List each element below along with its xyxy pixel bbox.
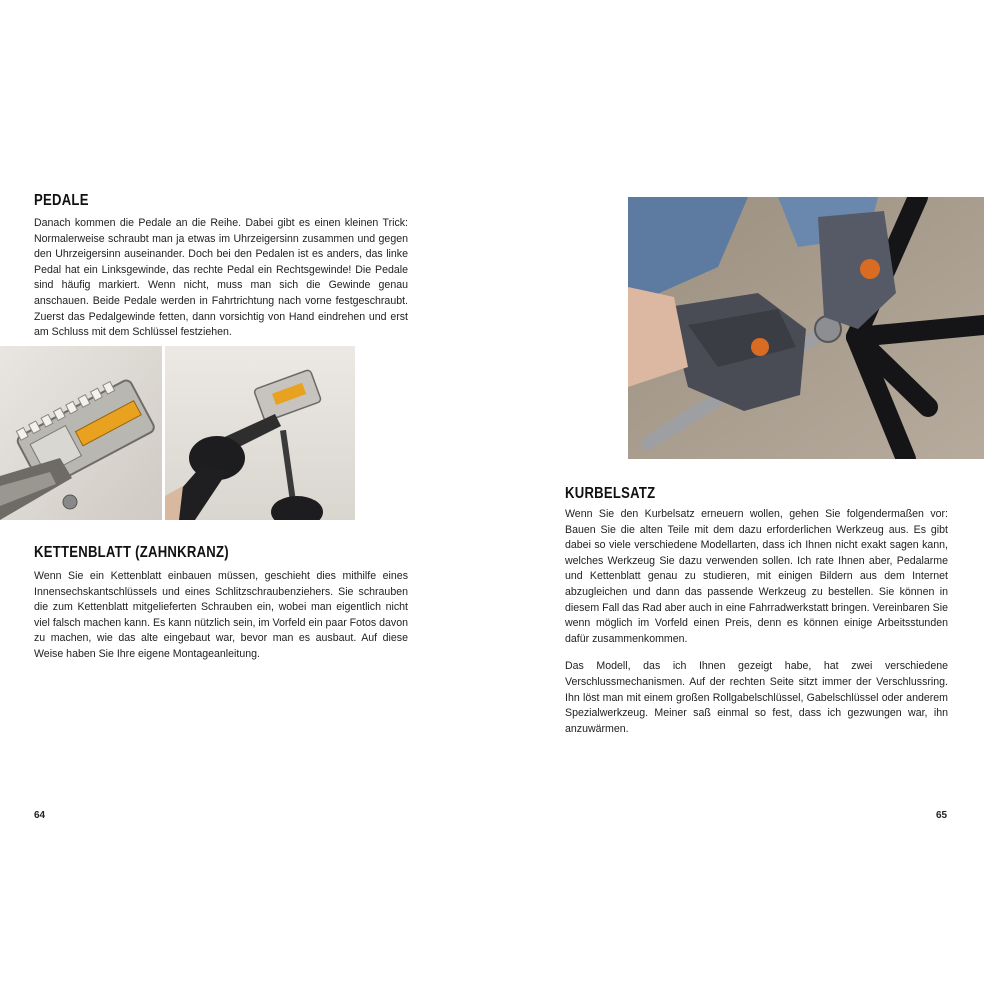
gloved-hand-wrench-image — [165, 346, 355, 520]
page-number-left: 64 — [34, 810, 46, 821]
paragraph-kurbelsatz-2: Das Modell, das ich Ihnen gezeigt habe, hat zwei verschiedene Verschlussmechanismen. Auf der rechten Seite sitzt immer der Verschlussring. Ihn löst man mit einem großen Rollgabelschlüssel, Gabelschlüssel oder anderem Spezialwerkzeug. Meiner saß einmal so fest, dass ich gezwungen war, ihn anzuwärmen. — [565, 660, 948, 735]
paragraph-kettenblatt: Wenn Sie ein Kettenblatt einbauen müssen, geschieht dies mithilfe eines Innensechskantschlüssels und eines Schlitzschraubenziehers. Sie schrauben die zum Kettenblatt mitgelieferten Schrauben ein, wobei man eigentlich nicht viel falsch machen kann. Es kann nützlich sein, im Vorfeld ein paar Fotos davon zu machen, wie das alte eingebaut war, bevor man es ausbaut. Auf diese Weise haben Sie Ihre eigene Montageanleitung. — [34, 570, 408, 660]
pedal-closeup-photo — [0, 346, 162, 520]
heading-kurbelsatz: KURBELSATZ — [565, 485, 656, 502]
heading-kettenblatt: KETTENBLATT (ZAHNKRANZ) — [34, 544, 229, 561]
gloved-hand-wrench-pedal-photo — [165, 346, 355, 520]
paragraph-kurbelsatz — [565, 507, 948, 737]
page-number-right: 65 — [936, 810, 948, 821]
heading-pedale: PEDALE — [34, 192, 89, 209]
gloved-hands-wrench-crank-photo — [628, 197, 984, 459]
paragraph-kurbelsatz-1: Wenn Sie den Kurbelsatz erneuern wollen, gehen Sie folgendermaßen vor: Bauen Sie die alten Teile mit dem dazu erforderlichen Werkzeug aus. Es gibt dabei so viele verschiedene Modellarten, dass ich Ihnen nicht exakt sagen kann, welches Werkzeug Sie dazu verwenden sollen. Ich rate Ihnen aber, Pedalarme und Kettenblatt genau zu studieren, mit einigen Bildern aus dem Internet abzugleichen und dann das passende Werkzeug zu bestellen. Sie können in diesem Fall das Rad aber auch in eine Fahrradwerkstatt bringen. Vereinbaren Sie wenn möglich im Vorfeld einen Preis, denn es können einige Arbeitsstunden dafür zusammenkommen. — [565, 508, 948, 645]
paragraph-pedale: Danach kommen die Pedale an die Reihe. Dabei gibt es einen kleinen Trick: Normalerweise schraubt man ja etwas im Uhrzeigersinn zusammen und gegen den Uhrzeigersinn auseinander. Doch bei den Pedalen ist es anders, das linke Pedal hat ein Linksgewinde, das rechte Pedal ein Rechtsgewinde! Die Pedale sind häufig markiert. Wenn nicht, muss man sich die Gewinde genau anschauen. Beide Pedale werden in Fahrtrichtung nach vorne festgeschraubt. Zuerst das Pedalgewinde fetten, dann vorsichtig von Hand eindrehen und erst am Schluss mit dem Schlüssel festziehen. — [34, 217, 408, 339]
pedal-closeup-image — [0, 346, 162, 520]
gloved-hands-crank-image — [628, 197, 984, 459]
